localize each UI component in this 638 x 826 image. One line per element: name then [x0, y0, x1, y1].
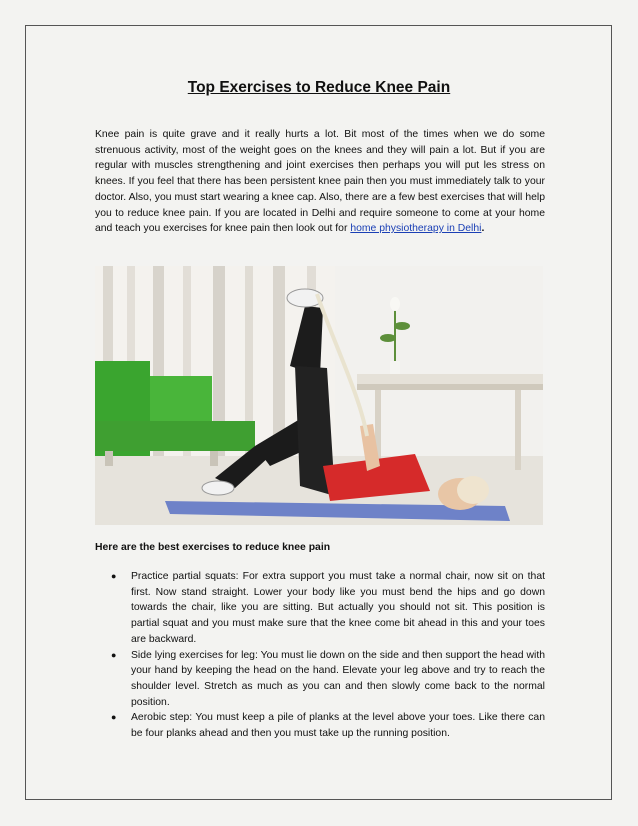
exercises-subheading: Here are the best exercises to reduce knee pain: [95, 542, 331, 553]
intro-end: .: [481, 223, 485, 235]
list-item: [95, 569, 545, 648]
exercise-text: Practice partial squats: For extra support you must take a normal chair, now sit on that first. Now stand straight. Lower your body like you must bend the hips and go down towards the chair, like you are sitting. But actually you should not sit. This position is partial squat and you must make sure that the knee come bit ahead in this and your toes are backward.: [131, 571, 545, 645]
exercise-list: [95, 569, 545, 742]
home-physiotherapy-link[interactable]: home physiotherapy in Delhi: [350, 223, 482, 235]
list-item: [95, 648, 545, 711]
exercise-text: Side lying exercises for leg: You must lie down on the side and then support the head with your hand by keeping the head on the hand. Elevate your leg above and try to reach the shoulder level. Stretch as much as you can and then slowly come back to the normal position.: [131, 649, 545, 708]
exercise-text: Aerobic step: You must keep a pile of planks at the level above your toes. Like there can be four planks ahead and then you must take up the running position.: [131, 712, 545, 740]
page-title: Top Exercises to Reduce Knee Pain: [187, 79, 451, 96]
bullet-icon: ●: [111, 571, 117, 581]
exercise-photo: [95, 266, 543, 525]
intro-text: Knee pain is quite grave and it really hurts a lot. Bit most of the times when we do some strenuous activity, most of the weight goes on the knees and they will pain a lot. But if you are regular with muscles strengthening and joint exercises then perhaps you will put les stress on knees. If you feel that there has been persistent knee pain then you must immediately talk to your doctor. Also, you must start wearing a knee cap. Also, there are a few best exercises that will help you to reduce knee pain. If you are located in Delhi and require someone to come at your home and teach you exercises for knee pain then look out for: [95, 129, 545, 235]
bullet-icon: ●: [111, 649, 117, 660]
bullet-icon: ●: [111, 712, 117, 723]
list-item: [95, 710, 545, 741]
intro-paragraph: [95, 127, 545, 237]
